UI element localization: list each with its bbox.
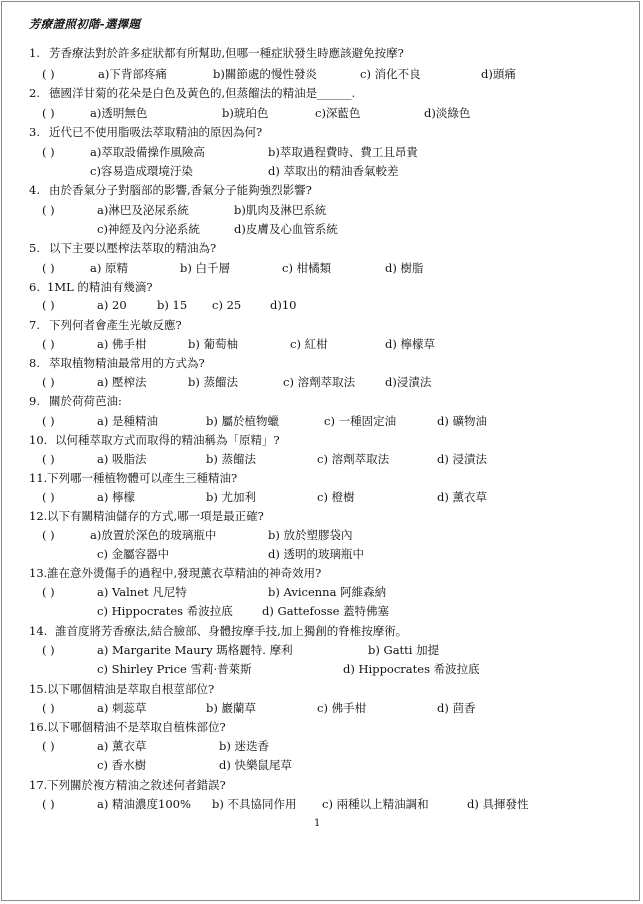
answer-blank[interactable]: ( ) [42, 414, 55, 428]
option-d: d) 檸檬草 [385, 337, 436, 351]
question-text: 誰首度將芳香療法,結合臉部、身體按摩手技,加上獨創的脊椎按摩術。 [55, 624, 408, 638]
option-b: b) 迷迭香 [219, 739, 270, 753]
option-d: d) 礦物油 [437, 414, 488, 428]
option-d: d) 樹脂 [385, 261, 424, 275]
option-d: d)10 [270, 298, 297, 312]
option-a: a) 原精 [90, 261, 128, 275]
option-b: b) 屬於植物蠟 [206, 414, 280, 428]
option-d: d)浸漬法 [385, 375, 432, 389]
option-d: d) Gattefosse 蓋特佛塞 [262, 604, 390, 618]
question-text: 德國洋甘菊的花朵是白色及黃色的,但蒸餾法的精油是______. [49, 86, 356, 100]
question-text: 以下主要以壓榨法萃取的精油為? [49, 241, 217, 255]
option-a: a)萃取設備操作風險高 [90, 145, 205, 159]
option-a: a) 壓榨法 [97, 375, 147, 389]
option-c: c) 消化不良 [360, 67, 421, 81]
answer-blank[interactable]: ( ) [42, 337, 55, 351]
option-a: a) 吸脂法 [97, 452, 147, 466]
question-number: 9. [29, 394, 40, 408]
option-c: c) 紅柑 [290, 337, 328, 351]
question-number: 17. [29, 778, 48, 792]
option-b: b) 尤加利 [206, 490, 257, 504]
option-c: c) 25 [212, 298, 242, 312]
option-c: c) 橙樹 [317, 490, 355, 504]
option-c: c)神經及內分泌系統 [97, 222, 200, 236]
option-c: c) 溶劑萃取法 [283, 375, 356, 389]
option-b: b) 蒸餾法 [206, 452, 257, 466]
answer-blank[interactable]: ( ) [42, 106, 55, 120]
option-a: a) Margarite Maury 瑪格麗特. 摩利 [97, 643, 293, 657]
option-d: d) 萃取出的精油香氣較差 [268, 164, 399, 178]
answer-blank[interactable]: ( ) [42, 145, 55, 159]
question-text: 以下哪個精油不是萃取自植株部位? [47, 720, 226, 734]
option-a: a) 佛手柑 [97, 337, 147, 351]
question-number: 12. [29, 509, 48, 523]
option-a: a) 薰衣草 [97, 739, 147, 753]
option-b: b) Gatti 加提 [368, 643, 440, 657]
option-d: d) 薰衣草 [437, 490, 488, 504]
option-b: b) Avicenna 阿維森納 [268, 585, 387, 599]
answer-blank[interactable]: ( ) [42, 585, 55, 599]
option-b: b) 放於塑膠袋內 [268, 528, 353, 542]
option-b: b)關節處的慢性發炎 [213, 67, 317, 81]
option-c: c) 溶劑萃取法 [317, 452, 390, 466]
option-c: c) Shirley Price 雪莉·普萊斯 [97, 662, 252, 676]
option-c: c)容易造成環境汙染 [90, 164, 193, 178]
question-text: 下列何者會產生光敏反應? [49, 318, 182, 332]
question-text: 近代已不使用脂吸法萃取精油的原因為何? [49, 125, 263, 139]
option-a: a) 20 [97, 298, 127, 312]
option-a: a) 檸檬 [97, 490, 135, 504]
option-b: b) 15 [157, 298, 188, 312]
option-c: c) 一種固定油 [324, 414, 397, 428]
answer-blank[interactable]: ( ) [42, 375, 55, 389]
option-d: d) 浸漬法 [437, 452, 488, 466]
option-b: b)肌肉及淋巴系統 [234, 203, 327, 217]
answer-blank[interactable]: ( ) [42, 528, 55, 542]
option-c: c)深藍色 [315, 106, 361, 120]
question-number: 10. [29, 433, 48, 447]
question-text: 以何種萃取方式而取得的精油稱為「原精」? [55, 433, 280, 447]
question-number: 7. [29, 318, 40, 332]
option-a: a) 精油濃度100% [97, 797, 191, 811]
page-number: 1 [314, 818, 321, 829]
question-number: 16. [29, 720, 48, 734]
option-d: d)頭痛 [481, 67, 516, 81]
answer-blank[interactable]: ( ) [42, 298, 55, 312]
answer-blank[interactable]: ( ) [42, 67, 55, 81]
answer-blank[interactable]: ( ) [42, 701, 55, 715]
option-c: c) 兩種以上精油調和 [322, 797, 429, 811]
question-number: 3. [29, 125, 40, 139]
option-c: c) Hippocrates 希波拉底 [97, 604, 233, 618]
answer-blank[interactable]: ( ) [42, 643, 55, 657]
option-b: b) 蒸餾法 [188, 375, 239, 389]
option-b: b) 不具協同作用 [212, 797, 297, 811]
option-d: d)淡綠色 [424, 106, 471, 120]
question-number: 6. [29, 280, 40, 294]
question-text: 下列關於複方精油之敘述何者錯誤? [47, 778, 226, 792]
option-a: a)淋巴及泌尿系統 [97, 203, 189, 217]
question-text: 由於香氣分子對腦部的影響,香氣分子能夠強烈影響? [49, 183, 312, 197]
question-text: 芳香療法對於許多症狀都有所幫助,但哪一種症狀發生時應該避免按摩? [49, 46, 404, 60]
option-d: d) 具揮發性 [467, 797, 529, 811]
option-c: c) 香水樹 [97, 758, 147, 772]
option-d: d) 快樂鼠尾草 [219, 758, 293, 772]
option-b: b) 葡萄柚 [188, 337, 239, 351]
option-a: a)放置於深色的玻璃瓶中 [90, 528, 217, 542]
question-text: 以下有關精油儲存的方式,哪一項是最正確? [47, 509, 264, 523]
option-d: d) Hippocrates 希波拉底 [343, 662, 480, 676]
option-a: a)透明無色 [90, 106, 148, 120]
question-text: 關於荷荷芭油: [49, 394, 122, 408]
question-number: 13. [29, 566, 48, 580]
question-text: 萃取植物精油最常用的方式為? [49, 356, 205, 370]
question-text: 以下哪個精油是萃取自根莖部位? [47, 682, 215, 696]
page-title: 芳療證照初階-選擇題 [29, 17, 141, 31]
question-number: 5. [29, 241, 40, 255]
option-c: c) 佛手柑 [317, 701, 367, 715]
option-c: c) 柑橘類 [282, 261, 332, 275]
option-b: b)萃取過程費時、費工且昂貴 [268, 145, 418, 159]
option-a: a)下背部疼痛 [98, 67, 167, 81]
answer-blank[interactable]: ( ) [42, 261, 55, 275]
option-a: a) Valnet 凡尼特 [97, 585, 187, 599]
option-b: b)琥珀色 [222, 106, 269, 120]
answer-blank[interactable]: ( ) [42, 203, 55, 217]
question-number: 2. [29, 86, 40, 100]
option-c: c) 金屬容器中 [97, 547, 170, 561]
question-number: 11. [29, 471, 48, 485]
option-b: b) 白千層 [180, 261, 231, 275]
question-text: 誰在意外燙傷手的過程中,發現薰衣草精油的神奇效用? [47, 566, 322, 580]
question-text: 下列哪一種植物體可以產生三種精油? [47, 471, 238, 485]
question-text: 1ML 的精油有幾滴? [47, 280, 153, 294]
question-number: 15. [29, 682, 48, 696]
question-number: 14. [29, 624, 48, 638]
answer-blank[interactable]: ( ) [42, 739, 55, 753]
question-number: 1. [29, 46, 40, 60]
answer-blank[interactable]: ( ) [42, 452, 55, 466]
answer-blank[interactable]: ( ) [42, 490, 55, 504]
question-number: 8. [29, 356, 40, 370]
question-number: 4. [29, 183, 40, 197]
option-d: d)皮膚及心血管系統 [234, 222, 338, 236]
option-d: d) 透明的玻璃瓶中 [268, 547, 365, 561]
option-a: a) 刺蕊草 [97, 701, 147, 715]
option-d: d) 茴香 [437, 701, 476, 715]
option-a: a) 是種精油 [97, 414, 158, 428]
answer-blank[interactable]: ( ) [42, 797, 55, 811]
option-b: b) 巖蘭草 [206, 701, 257, 715]
